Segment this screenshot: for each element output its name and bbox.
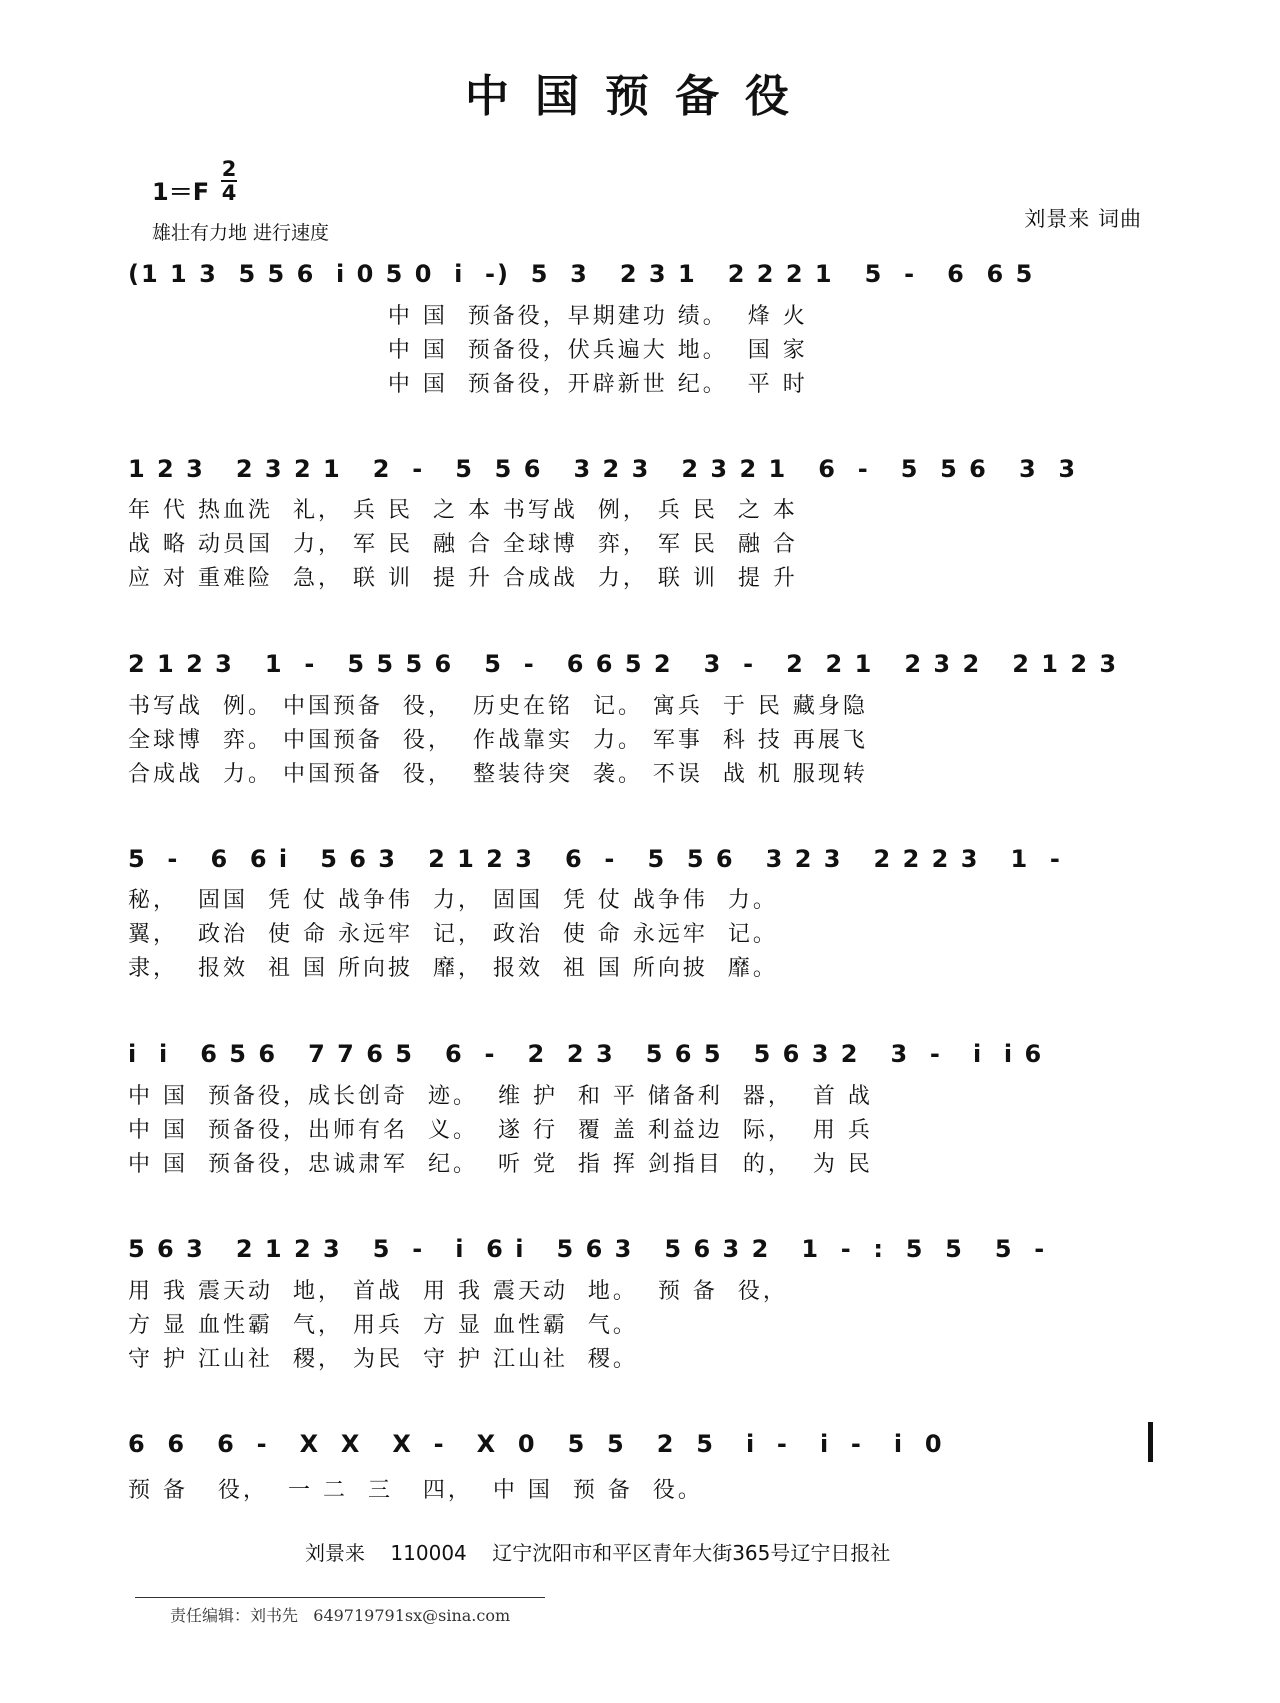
jianpu-notes: (1 1 3 5 5 6 i 0 5 0 i -) 5 3 2 3 1 2 2 2 1 5 - 6 6 5 xyxy=(128,260,1035,288)
lyric-verse-3: 中 国 预备役，忠诚肃军 纪。 听 党 指 挥 剑指目 的， 为 民 xyxy=(128,1152,873,1177)
tempo-marking: 雄壮有力地 进行速度 xyxy=(152,222,330,244)
notation-system-1 xyxy=(128,250,1153,300)
lyric-verse-3: 合成战 力。 中国预备 役， 整装待突 袭。 不误 战 机 服现转 xyxy=(128,762,868,787)
author-address: 刘景来 110004 辽宁沈阳市和平区青年大街365号辽宁日报社 xyxy=(305,1541,891,1565)
jianpu-notes: i i 6 5 6 7 7 6 5 6 - 2 2 3 5 6 5 5 6 3 2 3 - i i 6 xyxy=(128,1040,1044,1068)
lyric-verse-2: 战 略 动员国 力， 军 民 融 合 全球博 弈， 军 民 融 合 xyxy=(128,532,798,557)
notation-system-6 xyxy=(128,1225,1153,1275)
jianpu-notes: 2 1 2 3 1 - 5 5 5 6 5 - 6 6 5 2 3 - 2 2 1 2 3 2 2 1 2 3 xyxy=(128,650,1119,678)
editor-credit: 责任编辑：刘书先 649719791sx@sina.com xyxy=(170,1606,511,1625)
footer-divider xyxy=(135,1597,545,1598)
lyrics-system-2 xyxy=(128,494,1158,596)
lyric-verse-3: 守 护 江山社 稷， 为民 守 护 江山社 稷。 xyxy=(128,1347,638,1372)
lyric-verse-1: 中 国 预备役，早期建功 绩。 烽 火 xyxy=(128,304,808,329)
lyrics-system-7 xyxy=(128,1474,1158,1508)
lyric-verse-1: 用 我 震天动 地， 首战 用 我 震天动 地。 预 备 役， xyxy=(128,1279,788,1304)
lyric-verse-1: 中 国 预备役，成长创奇 迹。 维 护 和 平 储备利 器， 首 战 xyxy=(128,1084,873,1109)
jianpu-notes: 5 6 3 2 1 2 3 5 - i 6 i 5 6 3 5 6 3 2 1 - : 5 5 5 - xyxy=(128,1235,1047,1263)
notation-system-5 xyxy=(128,1030,1153,1080)
time-signature xyxy=(219,158,239,204)
lyric-verse-1: 年 代 热血洗 礼， 兵 民 之 本 书写战 例， 兵 民 之 本 xyxy=(128,498,798,523)
time-signature-bottom: 4 xyxy=(221,181,237,205)
final-barline xyxy=(1148,1422,1153,1462)
lyric-verse-1: 书写战 例。 中国预备 役， 历史在铭 记。 寓兵 于 民 藏身隐 xyxy=(128,694,868,719)
time-signature-top: 2 xyxy=(221,157,237,181)
lyric-verse-2: 翼， 政治 使 命 永远牢 记， 政治 使 命 永远牢 记。 xyxy=(128,922,778,947)
notation-system-4 xyxy=(128,835,1153,885)
lyric-verse-1: 秘， 固国 凭 仗 战争伟 力， 固国 凭 仗 战争伟 力。 xyxy=(128,888,778,913)
lyrics-system-6 xyxy=(128,1275,1158,1377)
lyrics-system-3 xyxy=(128,690,1158,792)
lyric-verse-2: 全球博 弈。 中国预备 役， 作战靠实 力。 军事 科 技 再展飞 xyxy=(128,728,868,753)
lyric-verse-3: 隶， 报效 祖 国 所向披 靡， 报效 祖 国 所向披 靡。 xyxy=(128,956,778,981)
notation-system-2 xyxy=(128,445,1153,495)
lyric-verse-2: 中 国 预备役，出师有名 义。 遂 行 覆 盖 利益边 际， 用 兵 xyxy=(128,1118,873,1143)
key-signature: 1＝F xyxy=(152,178,210,206)
song-title: 中国预备役 xyxy=(465,71,815,122)
notation-system-3 xyxy=(128,640,1153,690)
lyric-verse-2: 中 国 预备役，伏兵遍大 地。 国 家 xyxy=(128,338,808,363)
jianpu-notes: 5 - 6 6 i 5 6 3 2 1 2 3 6 - 5 5 6 3 2 3 2 2 2 3 1 - xyxy=(128,845,1062,873)
lyrics-system-1 xyxy=(128,300,1158,402)
lyrics-system-4 xyxy=(128,884,1158,986)
notation-system-7 xyxy=(128,1420,1153,1470)
lyrics-system-5 xyxy=(128,1080,1158,1182)
lyric-verse-3: 中 国 预备役，开辟新世 纪。 平 时 xyxy=(128,372,808,397)
jianpu-notes: 1 2 3 2 3 2 1 2 - 5 5 6 3 2 3 2 3 2 1 6 - 5 5 6 3 3 xyxy=(128,455,1078,483)
composer-credit: 刘景来 词曲 xyxy=(1024,207,1142,231)
lyric-verse-2: 方 显 血性霸 气， 用兵 方 显 血性霸 气。 xyxy=(128,1313,638,1338)
lyric-verse-1: 预 备 役， 一 二 三 四， 中 国 预 备 役。 xyxy=(128,1478,703,1503)
lyric-verse-3: 应 对 重难险 急， 联 训 提 升 合成战 力， 联 训 提 升 xyxy=(128,566,798,591)
jianpu-notes: 6 6 6 - X X X - X 0 5 5 2 5 i - i - i 0 xyxy=(128,1430,944,1458)
